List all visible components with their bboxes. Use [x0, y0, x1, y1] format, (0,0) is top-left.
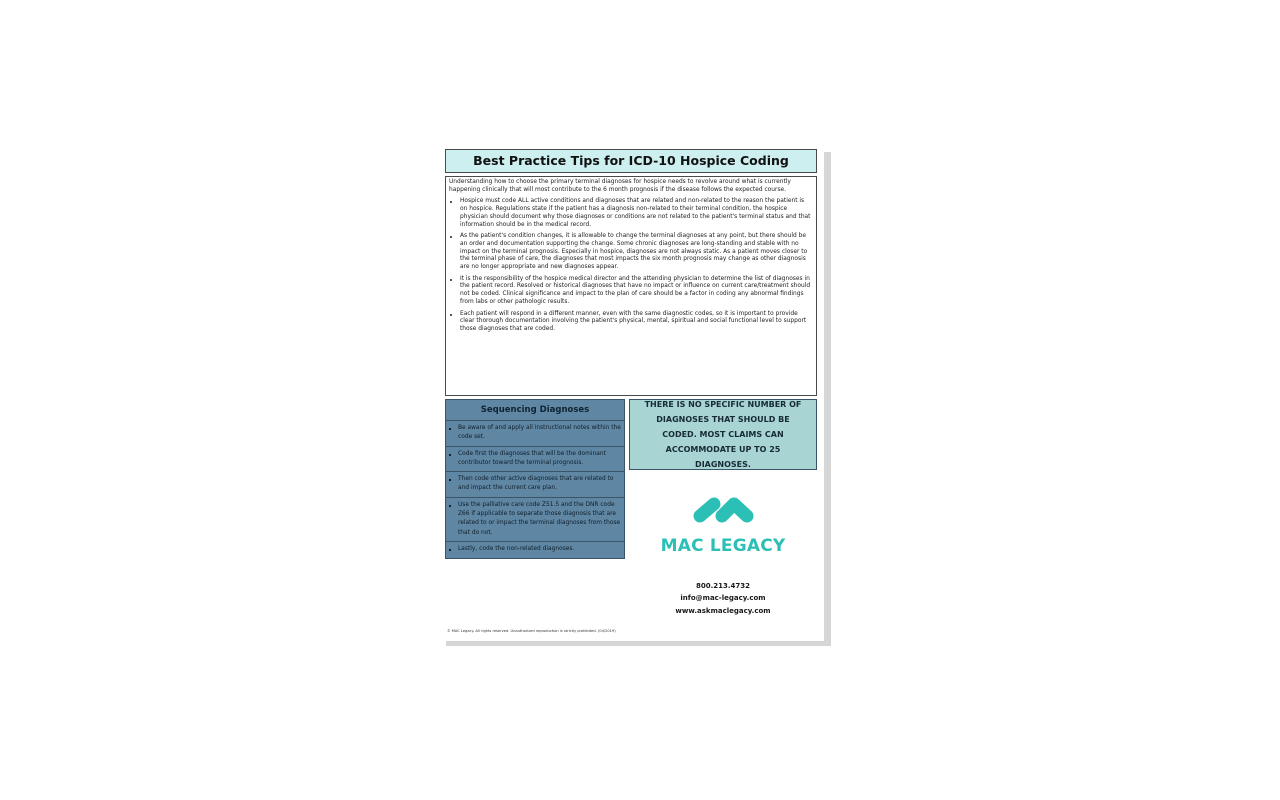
tips-box: [445, 176, 817, 396]
contact-phone: 800.213.4732: [695, 582, 751, 590]
tip-item: It is the responsibility of the hospice medical director and the attending physician to determine the list of diagnoses in the patient record. Resolved or historical diagnoses that have no impact or influence on current care/treatment should not be coded. Clinical significance and impact to the plan of care should be a factor in coding any abnormal findings from labs or other pathologic results.: [449, 276, 813, 307]
tip-item: Each patient will respond in a different manner, even with the same diagnostic codes, so it is important to provide clear thorough documentation involving the patient's physical, mental, spiritual and social functional level to support those diagnoses that are coded.: [449, 311, 813, 334]
sequencing-title: Sequencing Diagnoses: [480, 405, 590, 415]
sequencing-item: Be aware of and apply all instructional notes within the code set.: [446, 420, 624, 446]
tip-item: As the patient's condition changes, it is allowable to change the terminal diagnoses at any point, but there should be an order and documentation supporting the change. Some chronic diagnoses are long-standing and stable with no impact on the terminal prognosis. Especially in hospice, diagnoses are not always static. As a patient moves closer to the terminal phase of care, the diagnoses that most impacts the six month prognosis may change as other diagnosis are no longer appropriate and new diagnoses appear.: [449, 233, 813, 272]
document-page: [441, 147, 824, 641]
sequencing-item: Lastly, code the non-related diagnoses.: [446, 541, 624, 557]
mac-legacy-logo-icon: [692, 496, 755, 524]
sequencing-list: [446, 420, 624, 557]
contact-website[interactable]: www.askmaclegacy.com: [675, 607, 771, 615]
sequencing-item: Use the palliative care code Z51.5 and the DNR code Z66 if applicable to separate those diagnosis that are related to or impact the terminal diagnoses from those that do not.: [446, 497, 624, 541]
logo-wordmark: MAC LEGACY: [660, 536, 786, 556]
tip-item: Hospice must code ALL active conditions and diagnoses that are related and non-related to the reason the patient is on hospice. Regulations state if the patient has a diagnosis non-related to their terminal condition, the hospice physician should document why those diagnoses or conditions are not related to the patient's terminal status and that information should be in the medical record.: [449, 198, 813, 229]
sequencing-item: Code first the diagnoses that will be the dominant contributor toward the terminal prognosis.: [446, 446, 624, 472]
notice-box: [629, 399, 817, 470]
copyright-footer: © MAC Legacy. All rights reserved. Unauthorized reproduction is strictly prohibited. (04/2019): [447, 629, 616, 633]
sequencing-item: Then code other active diagnoses that are related to and impact the current care plan.: [446, 471, 624, 497]
sequencing-box: [445, 399, 625, 559]
intro-paragraph: Understanding how to choose the primary terminal diagnoses for hospice needs to revolve around what is currently happening clinically that will most contribute to the 6 month prognosis if the disease follows the expected course.: [449, 179, 791, 193]
notice-text: THERE IS NO SPECIFIC NUMBER OF DIAGNOSES THAT SHOULD BE CODED. MOST CLAIMS CAN ACCOMMODATE UP TO 25 DIAGNOSES.: [644, 400, 802, 469]
tips-list: [449, 198, 813, 333]
contact-email[interactable]: info@mac-legacy.com: [680, 594, 766, 602]
document-title: Best Practice Tips for ICD-10 Hospice Coding: [445, 149, 817, 173]
